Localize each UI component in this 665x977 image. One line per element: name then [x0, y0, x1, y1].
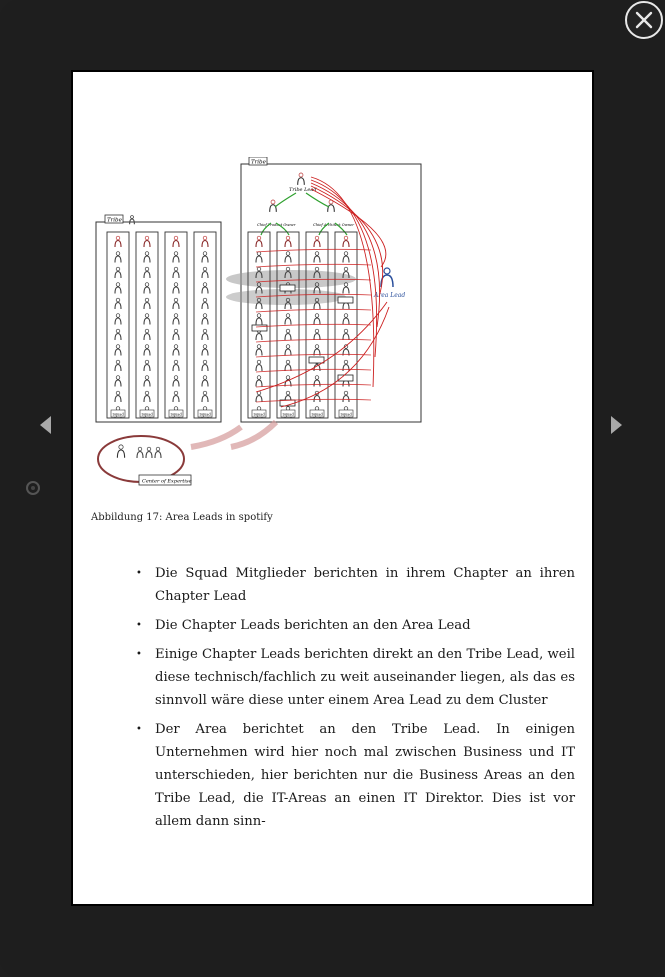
person-icon — [173, 283, 179, 294]
person-icon — [256, 314, 262, 325]
person-icon — [256, 360, 262, 371]
squad-label: Squad — [141, 412, 153, 417]
bullet-list — [155, 562, 575, 839]
person-icon — [285, 345, 291, 356]
person-icon — [173, 298, 179, 309]
person-icon — [115, 252, 121, 263]
area-lead-label: Area Lead — [374, 292, 406, 299]
list-item: • Die Chapter Leads berichten an den Area Lead — [155, 614, 575, 637]
squad-label: Squad — [199, 412, 211, 417]
area-leads-diagram — [91, 157, 426, 487]
person-icon — [144, 391, 150, 402]
squad-column — [107, 232, 129, 418]
person-icon — [285, 360, 291, 371]
squad-label: Squad — [170, 412, 182, 417]
chapter-lead-tag — [338, 375, 353, 381]
person-icon — [144, 314, 150, 325]
person-icon — [115, 329, 121, 340]
page-indicator-dot[interactable] — [26, 481, 40, 495]
person-icon — [115, 391, 121, 402]
squad-label: Squad — [340, 412, 352, 417]
person-icon — [144, 236, 150, 247]
person-icon — [144, 267, 150, 278]
person-icon — [343, 236, 349, 247]
person-icon — [115, 376, 121, 387]
person-icon — [115, 267, 121, 278]
person-icon — [314, 236, 320, 247]
person-icon — [115, 360, 121, 371]
figure-caption: Abbildung 17: Area Leads in spotify — [91, 512, 273, 523]
person-icon — [144, 298, 150, 309]
person-icon — [173, 236, 179, 247]
person-icon — [173, 360, 179, 371]
person-icon — [202, 267, 208, 278]
reporting-arrow — [311, 180, 377, 357]
person-icon — [115, 236, 121, 247]
chevron-left-icon — [37, 414, 53, 436]
person-icon — [144, 360, 150, 371]
person-icon — [115, 314, 121, 325]
squad-column — [136, 232, 158, 418]
person-icon — [256, 345, 262, 356]
tribe-left-label: Tribe — [107, 217, 122, 224]
person-icon — [144, 283, 150, 294]
person-icon — [285, 236, 291, 247]
green-link-1 — [275, 193, 296, 207]
person-icon — [173, 329, 179, 340]
next-page-button[interactable] — [609, 414, 625, 436]
squad-label: Squad — [253, 412, 265, 417]
green-link-2 — [306, 193, 329, 207]
person-icon — [202, 345, 208, 356]
person-icon — [144, 345, 150, 356]
person-icon — [256, 391, 262, 402]
person-icon — [173, 391, 179, 402]
squad-label: Squad — [112, 412, 124, 417]
squad-label: Squad — [282, 412, 294, 417]
person-icon — [256, 252, 262, 263]
person-icon — [202, 298, 208, 309]
person-icon — [298, 173, 305, 185]
person-icon — [314, 252, 320, 263]
person-icon — [146, 447, 152, 458]
person-icon — [137, 447, 143, 458]
list-item: • Die Squad Mitglieder berichten in ihrem Chapter an ihren Chapter Lead — [155, 562, 575, 608]
squad-label: Squad — [311, 412, 323, 417]
chapter-lead-tag — [280, 285, 295, 291]
person-icon — [202, 391, 208, 402]
person-icon — [117, 445, 124, 458]
person-icon — [202, 314, 208, 325]
person-icon — [343, 252, 349, 263]
person-icon — [314, 314, 320, 325]
book-page — [71, 70, 594, 906]
person-icon — [144, 329, 150, 340]
close-icon — [634, 10, 654, 30]
chief-product-owner-label: Chief Product Owner — [257, 223, 296, 227]
person-icon — [343, 314, 349, 325]
person-icon — [202, 236, 208, 247]
center-of-expertise-label: Center of Expertise — [142, 478, 192, 485]
chapter-lead-tag — [309, 357, 324, 363]
person-icon — [285, 314, 291, 325]
reporting-arrow — [256, 249, 371, 252]
person-icon — [285, 329, 291, 340]
person-icon — [173, 314, 179, 325]
person-icon — [285, 252, 291, 263]
chief-architect-label: Chief Architect Owner — [313, 223, 354, 227]
person-icon — [202, 252, 208, 263]
person-icon — [256, 236, 262, 247]
person-icon — [155, 447, 161, 458]
person-icon — [130, 216, 135, 225]
person-icon — [173, 376, 179, 387]
person-icon — [115, 345, 121, 356]
squad-column — [194, 232, 216, 418]
list-item: • Einige Chapter Leads berichten direkt an den Tribe Lead, weil diese technisch/fachlich zu weit auseinander liegen, als das es sinnvoll wäre diese unter einem Area Lead zu dem Cluster — [155, 643, 575, 712]
chevron-right-icon — [609, 414, 625, 436]
person-icon — [144, 376, 150, 387]
squad-column — [165, 232, 187, 418]
person-icon — [173, 345, 179, 356]
reporting-arrow — [256, 302, 387, 392]
previous-page-button[interactable] — [37, 414, 53, 436]
reporting-arrow — [256, 264, 371, 267]
person-icon — [173, 267, 179, 278]
person-icon — [314, 345, 320, 356]
person-icon — [115, 298, 121, 309]
person-icon — [343, 283, 349, 294]
person-icon — [144, 252, 150, 263]
reporting-arrow — [256, 324, 371, 327]
chapter-lead-tag — [338, 297, 353, 303]
person-icon — [202, 376, 208, 387]
chapter-lead-tag — [252, 325, 267, 331]
person-icon — [202, 283, 208, 294]
person-icon — [343, 391, 349, 402]
person-icon — [343, 329, 349, 340]
person-icon — [115, 283, 121, 294]
reporting-arrow — [256, 309, 371, 312]
tribe-right-label: Tribe — [251, 159, 266, 166]
person-icon — [202, 329, 208, 340]
person-icon — [270, 200, 277, 212]
list-item: • Der Area berichtet an den Tribe Lead. In einigen Unternehmen wird hier noch mal zwischen Business und IT unterschieden, hier berichten nur die Business Areas an den Tribe Lead, die IT-Areas an einen IT Direktor. Dies ist vor allem dann sinn- — [155, 718, 575, 833]
person-icon — [256, 376, 262, 387]
reporting-arrow — [311, 189, 386, 267]
person-icon — [173, 252, 179, 263]
squad-column — [335, 232, 357, 418]
person-icon — [314, 329, 320, 340]
spotify-model-figure — [91, 157, 426, 491]
person-icon — [328, 200, 335, 212]
tribe-lead-label: Tribe Lead — [289, 187, 317, 193]
person-icon — [202, 360, 208, 371]
close-button[interactable] — [625, 1, 663, 39]
